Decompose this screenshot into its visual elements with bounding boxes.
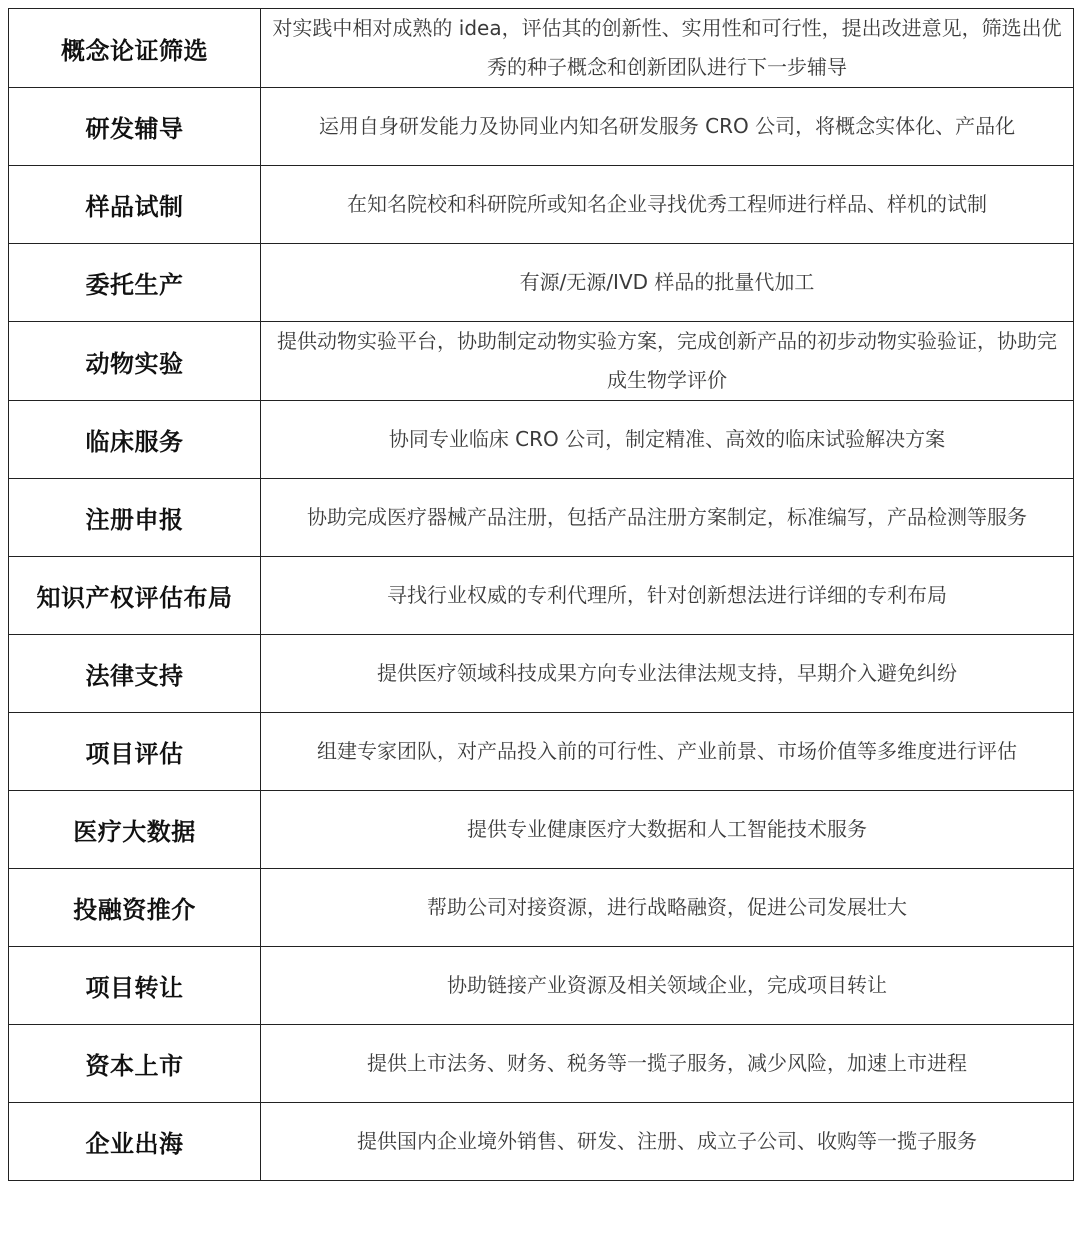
table-row xyxy=(9,869,1074,947)
service-name: 概念论证筛选 xyxy=(9,9,261,88)
service-description: 对实践中相对成熟的 idea，评估其的创新性、实用性和可行性，提出改进意见，筛选出优秀的种子概念和创新团队进行下一步辅导 xyxy=(261,9,1074,88)
table-row xyxy=(9,947,1074,1025)
services-table xyxy=(8,8,1074,1181)
table-row xyxy=(9,244,1074,322)
table-row xyxy=(9,1103,1074,1181)
table-row xyxy=(9,791,1074,869)
table-row xyxy=(9,479,1074,557)
service-description: 组建专家团队，对产品投入前的可行性、产业前景、市场价值等多维度进行评估 xyxy=(261,713,1074,791)
service-description: 帮助公司对接资源，进行战略融资，促进公司发展壮大 xyxy=(261,869,1074,947)
service-name: 委托生产 xyxy=(9,244,261,322)
service-name: 动物实验 xyxy=(9,322,261,401)
table-row xyxy=(9,635,1074,713)
service-name: 项目评估 xyxy=(9,713,261,791)
service-name: 临床服务 xyxy=(9,401,261,479)
service-description: 提供专业健康医疗大数据和人工智能技术服务 xyxy=(261,791,1074,869)
service-description: 有源/无源/IVD 样品的批量代加工 xyxy=(261,244,1074,322)
service-name: 投融资推介 xyxy=(9,869,261,947)
service-name: 企业出海 xyxy=(9,1103,261,1181)
service-name: 资本上市 xyxy=(9,1025,261,1103)
table-row xyxy=(9,401,1074,479)
service-name: 医疗大数据 xyxy=(9,791,261,869)
service-description: 协助完成医疗器械产品注册，包括产品注册方案制定，标准编写，产品检测等服务 xyxy=(261,479,1074,557)
table-row xyxy=(9,166,1074,244)
services-table-body xyxy=(9,9,1074,1181)
service-description: 提供动物实验平台，协助制定动物实验方案，完成创新产品的初步动物实验验证，协助完成生物学评价 xyxy=(261,322,1074,401)
table-row xyxy=(9,9,1074,88)
service-name: 样品试制 xyxy=(9,166,261,244)
service-name: 项目转让 xyxy=(9,947,261,1025)
table-row xyxy=(9,322,1074,401)
table-row xyxy=(9,713,1074,791)
service-name: 法律支持 xyxy=(9,635,261,713)
service-name: 注册申报 xyxy=(9,479,261,557)
table-row xyxy=(9,88,1074,166)
service-description: 提供医疗领域科技成果方向专业法律法规支持，早期介入避免纠纷 xyxy=(261,635,1074,713)
service-description: 运用自身研发能力及协同业内知名研发服务 CRO 公司，将概念实体化、产品化 xyxy=(261,88,1074,166)
service-description: 在知名院校和科研院所或知名企业寻找优秀工程师进行样品、样机的试制 xyxy=(261,166,1074,244)
table-row xyxy=(9,1025,1074,1103)
service-description: 协助链接产业资源及相关领域企业，完成项目转让 xyxy=(261,947,1074,1025)
service-description: 提供国内企业境外销售、研发、注册、成立子公司、收购等一揽子服务 xyxy=(261,1103,1074,1181)
service-description: 提供上市法务、财务、税务等一揽子服务，减少风险，加速上市进程 xyxy=(261,1025,1074,1103)
service-name: 研发辅导 xyxy=(9,88,261,166)
table-row xyxy=(9,557,1074,635)
service-description: 协同专业临床 CRO 公司，制定精准、高效的临床试验解决方案 xyxy=(261,401,1074,479)
service-name: 知识产权评估布局 xyxy=(9,557,261,635)
service-description: 寻找行业权威的专利代理所，针对创新想法进行详细的专利布局 xyxy=(261,557,1074,635)
